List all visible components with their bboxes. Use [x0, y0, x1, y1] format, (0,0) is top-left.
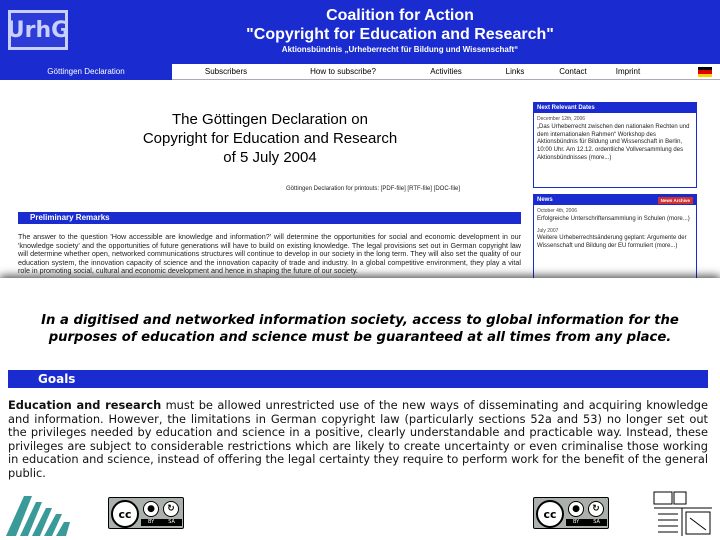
- urhg-logo[interactable]: [8, 10, 68, 50]
- relevant-dates-body: [534, 113, 696, 166]
- site-title-line2: "Copyright for Education and Research": [246, 26, 554, 43]
- german-flag-icon[interactable]: [698, 67, 712, 77]
- news-item1-text[interactable]: Erfolgreiche Unterschriftensammlung in Schulen (more...): [537, 215, 690, 222]
- news-archive-button[interactable]: News Archive: [658, 197, 693, 204]
- cc-by-sa-badge-right[interactable]: [533, 497, 609, 529]
- doc-link[interactable]: [DOC-file]: [433, 186, 460, 192]
- by-label: BY: [573, 519, 580, 525]
- nav-goettingen-declaration[interactable]: Göttingen Declaration: [0, 64, 172, 80]
- goals-body: must be allowed unrestricted use of the new ways of disseminating and acquiring knowledge and information. However, the limitations in German copyright law (particularly sections 52a and 53) no longer set out the privileges needed by education and science in a positive, clearly understandable and practicable way. Instead, these privileges are subject to considerable restrictions which are likely to create uncertainty or even criminalise those working in education and science, instead of offering the legal certainty they require to perform work for the benefit of the general public.: [8, 398, 708, 480]
- preliminary-remarks-heading: Preliminary Remarks: [18, 212, 521, 224]
- logo-text: UrhG: [6, 17, 70, 43]
- by-label: BY: [148, 519, 155, 525]
- slide-footer: [0, 488, 720, 540]
- declaration-title-line1: The Göttingen Declaration on: [172, 111, 368, 128]
- news-heading: News: [537, 197, 553, 203]
- sa-share-icon: ↻: [588, 501, 604, 517]
- cc-strip: [141, 519, 182, 526]
- cc-by-sa-badge-left[interactable]: [108, 497, 184, 529]
- nav-links[interactable]: Links: [505, 67, 525, 76]
- pdf-link[interactable]: [PDF-file]: [380, 186, 406, 192]
- site-header: [0, 0, 720, 64]
- zoomed-excerpt: [0, 278, 720, 488]
- institution-logo-icon: [652, 490, 714, 538]
- flag-stripe-gold: [698, 74, 712, 77]
- site-title-line1: Coalition for Action: [326, 7, 474, 24]
- cc-strip: [566, 519, 607, 526]
- nav-imprint[interactable]: Imprint: [615, 67, 641, 76]
- main-nav: [0, 64, 720, 80]
- preliminary-remarks-text: The answer to the question 'How accessible are knowledge and information?' will determine the opportunities for social and economic development in our 'knowledge society' and the opportunities of future generations will have to build on existing knowledge. The legal provisions set out in German copyright law will determine whether open, networked communications structures will continue to develop in our society in the long term. They will also set the quality of our education system, the innovation capacity of science and the innovation capacity of trade and industry. In a global competitive environment, they play a vital role in promoting social, cultural and economic development and hence in shaping the future of our society.: [18, 232, 521, 276]
- relevant-dates-heading: Next Relevant Dates: [534, 103, 696, 113]
- nav-activities[interactable]: Activities: [430, 67, 462, 76]
- iuwis-logo-icon: [6, 496, 70, 536]
- news-heading-bar: [534, 195, 696, 205]
- cc-icon: cc: [536, 500, 564, 528]
- relevant-dates-text[interactable]: „Das Urheberrecht zwischen den nationalen Rechten und dem internationalen Rahmen“ Workshop des Aktionsbündnis für Bildung und Wissenschaft in Berlin, 10:00 Uhr. Am 12.12. ordentliche Vollversammlung des Aktionsbündnisses (more...): [537, 123, 690, 161]
- sa-label: SA: [168, 519, 175, 525]
- key-quote-line2: purposes of education and science must be guaranteed at all times from any place.: [48, 330, 672, 345]
- goals-bold-lead: Education and research: [8, 398, 162, 412]
- declaration-title-line2: Copyright for Education and Research: [142, 130, 398, 147]
- relevant-dates-date: December 12th, 2006: [537, 116, 586, 122]
- news-item1-date: October 4th, 2006: [537, 208, 578, 214]
- news-item2-text[interactable]: Weitere Urheberrechtsänderung geplant: Argumente der Wissenschaft und Bildung der EU formuliert (more...): [537, 235, 687, 250]
- news-body: [534, 205, 696, 254]
- printout-formats: [286, 186, 526, 192]
- goals-text: [8, 399, 708, 481]
- nav-subscribers[interactable]: Subscribers: [204, 67, 248, 76]
- key-quote: [0, 312, 720, 346]
- goals-heading: Goals: [8, 370, 708, 388]
- by-person-icon: ●: [568, 501, 584, 517]
- cc-icon: cc: [111, 500, 139, 528]
- news-item2-date: July 2007: [537, 227, 559, 234]
- declaration-title-line3: of 5 July 2004: [223, 149, 317, 166]
- key-quote-line1: In a digitised and networked information society, access to global information for the: [41, 313, 679, 328]
- sa-share-icon: ↻: [163, 501, 179, 517]
- rtf-link[interactable]: [RTF-file]: [407, 186, 432, 192]
- sa-label: SA: [593, 519, 600, 525]
- printout-label: Göttingen Declaration for printouts:: [286, 186, 380, 192]
- by-person-icon: ●: [143, 501, 159, 517]
- nav-contact[interactable]: Contact: [559, 67, 587, 76]
- nav-how-to-subscribe[interactable]: How to subscribe?: [310, 67, 376, 76]
- site-title: [170, 6, 630, 44]
- relevant-dates-box: [533, 102, 697, 188]
- site-subtitle: Aktionsbündnis „Urheberrecht für Bildung und Wissenschaft“: [281, 45, 519, 54]
- declaration-title: [110, 110, 430, 167]
